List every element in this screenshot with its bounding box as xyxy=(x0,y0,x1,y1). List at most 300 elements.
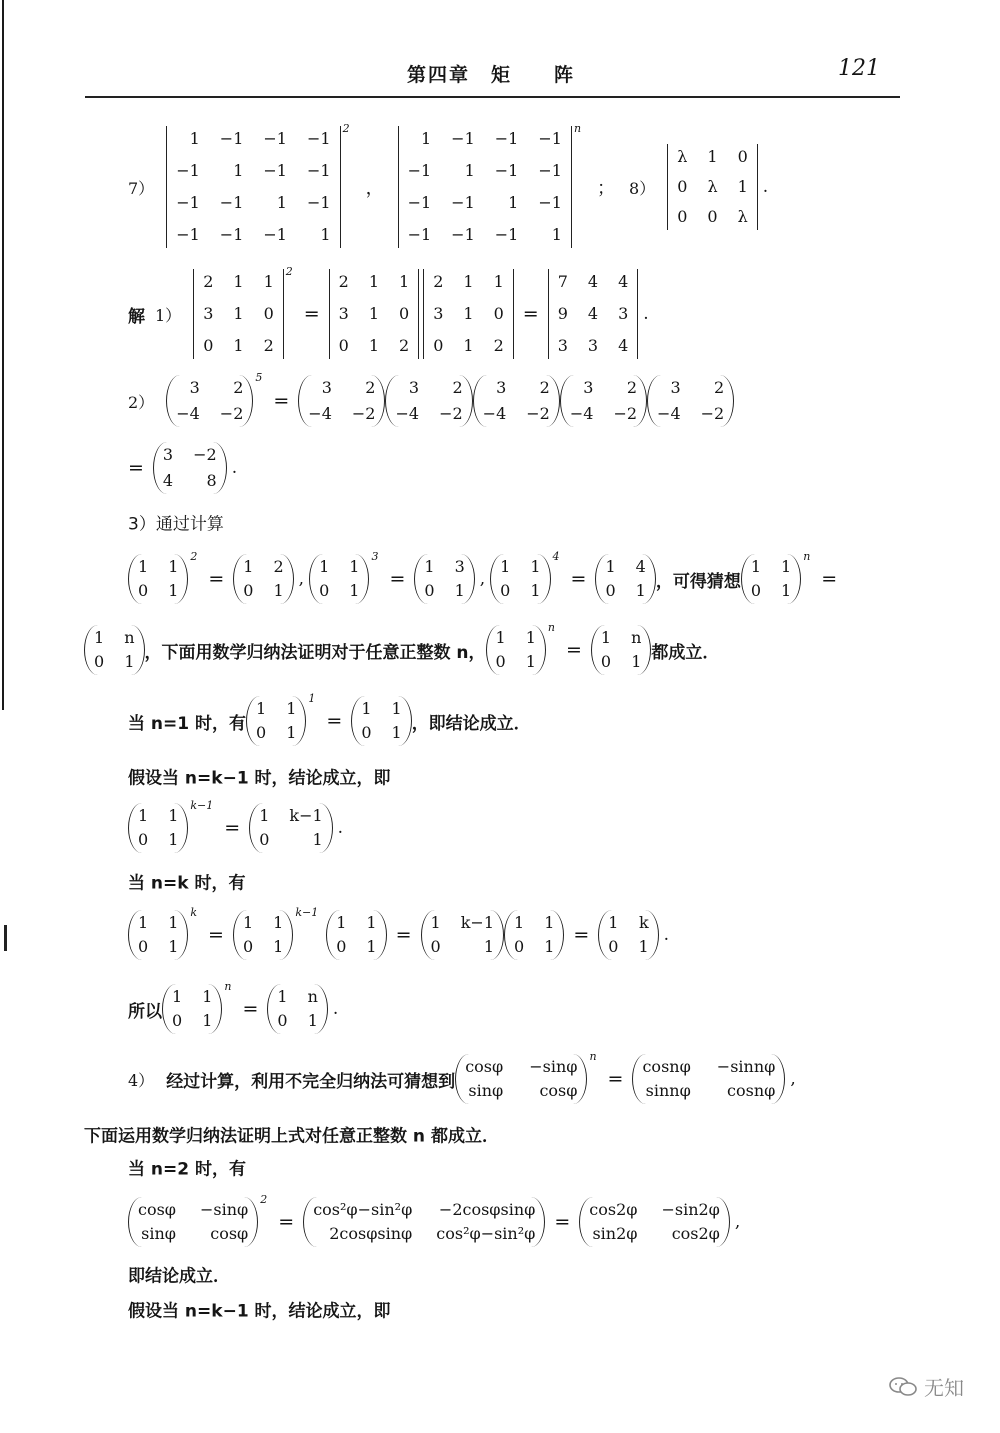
matrix-cell: 1 xyxy=(631,652,642,671)
matrix-cell: 4 xyxy=(635,557,646,576)
matrix-cell: 0 xyxy=(750,581,762,600)
matrix-cell: 1 xyxy=(259,806,270,825)
matrix xyxy=(128,1197,258,1247)
matrix-cell: 3 xyxy=(433,304,444,323)
matrix-cell: 1 xyxy=(94,628,105,647)
exponent: n xyxy=(224,980,232,993)
matrix-cell: 1 xyxy=(399,272,410,291)
matrix-cell: −1 xyxy=(407,161,432,180)
matrix-cell: 1 xyxy=(424,557,435,576)
matrix-cell: 4 xyxy=(618,336,629,355)
exponent: 2 xyxy=(260,1193,268,1206)
exponent: n xyxy=(547,621,555,634)
matrix-cell: 0 xyxy=(500,581,511,600)
matrix-cell: 1 xyxy=(605,557,616,576)
matrix-cell: 4 xyxy=(587,304,599,323)
matrix-cell: cos²φ−sin²φ xyxy=(436,1224,536,1243)
page-header xyxy=(85,52,900,98)
matrix-cell: 1 xyxy=(464,161,475,180)
matrix-cell: 1 xyxy=(368,336,380,355)
matrix xyxy=(153,442,227,494)
matrix-cell: −2cosφsinφ xyxy=(438,1200,536,1219)
scan-edge-line xyxy=(2,0,4,710)
matrix-cell: 1 xyxy=(273,913,284,932)
matrix-cell: 1 xyxy=(233,336,244,355)
matrix-cell: 1 xyxy=(368,304,380,323)
matrix-cell: 1 xyxy=(638,937,649,956)
matrix-cell: 1 xyxy=(138,806,149,825)
text: 下面运用数学归纳法证明上式对任意正整数 n 都成立． xyxy=(84,1126,499,1147)
matrix-cell: 3 xyxy=(670,378,681,397)
matrix-cell: λ xyxy=(737,207,748,226)
matrix-cell: cosnφ xyxy=(727,1081,776,1100)
text: ，即结论成立． xyxy=(411,713,531,734)
matrix-cell: k xyxy=(638,913,649,932)
exponent: 1 xyxy=(308,692,316,705)
matrix-cell: n xyxy=(307,987,318,1006)
matrix-cell: k−1 xyxy=(289,806,323,825)
matrix-cell: 1 xyxy=(319,557,330,576)
matrix-cell: 2 xyxy=(338,272,349,291)
matrix-cell: 1 xyxy=(277,987,288,1006)
matrix-cell: 4 xyxy=(618,272,629,291)
matrix-cell: 0 xyxy=(514,937,525,956)
matrix-cell: 0 xyxy=(361,723,372,742)
matrix xyxy=(329,269,420,359)
matrix-cell: 2 xyxy=(203,272,214,291)
matrix-cell: 1 xyxy=(233,272,244,291)
matrix-cell: 2 xyxy=(365,378,376,397)
matrix-cell: 1 xyxy=(544,937,555,956)
matrix xyxy=(591,625,652,675)
part-label: 2） xyxy=(128,392,155,412)
matrix-cell: −1 xyxy=(263,161,287,180)
matrix-cell: −1 xyxy=(538,129,562,148)
matrix xyxy=(421,910,504,960)
matrix-cell: n xyxy=(124,628,135,647)
matrix-cell: 1 xyxy=(391,723,402,742)
matrix-cell: 4 xyxy=(162,471,174,490)
matrix-cell: 1 xyxy=(391,699,402,718)
matrix-cell: −1 xyxy=(494,225,519,244)
matrix-cell: 1 xyxy=(366,937,377,956)
matrix-cell: 1 xyxy=(454,581,465,600)
matrix-cell: 0 xyxy=(319,581,330,600)
matrix-cell: −1 xyxy=(451,193,475,212)
matrix-cell: 0 xyxy=(203,336,214,355)
matrix-cell: 1 xyxy=(463,336,474,355)
matrix xyxy=(741,554,801,604)
matrix-cell: −2 xyxy=(351,404,376,423)
matrix-cell: 3 xyxy=(587,336,599,355)
matrix-cell: 1 xyxy=(495,628,506,647)
matrix xyxy=(473,375,560,427)
matrix xyxy=(233,910,293,960)
matrix-cell: sinφ xyxy=(141,1224,177,1243)
matrix-cell: −2 xyxy=(193,445,217,464)
matrix-cell: 1 xyxy=(530,557,541,576)
matrix xyxy=(560,375,647,427)
matrix xyxy=(326,910,386,960)
matrix-cell: 1 xyxy=(737,177,748,196)
matrix-cell: 0 xyxy=(493,304,504,323)
matrix-cell: λ xyxy=(677,147,688,166)
matrix-cell: 1 xyxy=(525,628,536,647)
matrix-cell: cosφ xyxy=(210,1224,249,1243)
matrix-cell: 3 xyxy=(321,378,332,397)
matrix xyxy=(166,375,253,427)
matrix-cell: 1 xyxy=(600,628,612,647)
exponent: 2 xyxy=(342,122,350,135)
text: 经过计算，利用不完全归纳法可猜想到 xyxy=(166,1071,456,1092)
matrix-cell: −1 xyxy=(219,193,244,212)
matrix xyxy=(351,696,411,746)
matrix-cell: −1 xyxy=(407,193,432,212)
matrix-cell: 2 xyxy=(626,378,638,397)
matrix-cell: 2cosφsinφ xyxy=(329,1224,413,1243)
matrix-cell: 9 xyxy=(557,304,568,323)
matrix-cell: 0 xyxy=(277,1011,288,1030)
text: ，下面用数学归纳法证明对于任意正整数 n， xyxy=(144,642,486,663)
matrix-cell: 1 xyxy=(368,272,380,291)
matrix-cell: 0 xyxy=(172,1011,183,1030)
matrix xyxy=(486,625,546,675)
matrix-cell: 1 xyxy=(336,913,347,932)
matrix-cell: −1 xyxy=(538,193,562,212)
comma: ， xyxy=(365,178,384,199)
matrix-cell: 3 xyxy=(454,557,465,576)
matrix-cell: 1 xyxy=(781,581,792,600)
matrix-cell: −1 xyxy=(451,129,475,148)
matrix-cell: 1 xyxy=(608,913,619,932)
matrix-cell: 1 xyxy=(707,147,718,166)
matrix-cell: −sinφ xyxy=(200,1200,249,1219)
matrix-cell: −1 xyxy=(538,161,562,180)
matrix xyxy=(667,144,758,230)
matrix-cell: 1 xyxy=(138,913,149,932)
matrix-cell: 1 xyxy=(483,937,494,956)
matrix xyxy=(128,554,188,604)
matrix-cell: 3 xyxy=(583,378,594,397)
matrix xyxy=(267,984,328,1034)
matrix-cell: cos2φ xyxy=(589,1200,638,1219)
matrix-cell: −1 xyxy=(306,161,331,180)
matrix-cell: −1 xyxy=(263,225,287,244)
matrix xyxy=(246,696,306,746)
matrix-cell: 0 xyxy=(605,581,616,600)
matrix-cell: 1 xyxy=(430,913,441,932)
matrix-cell: 1 xyxy=(168,557,179,576)
matrix-cell: 1 xyxy=(172,987,183,1006)
matrix-cell: 1 xyxy=(138,557,149,576)
matrix-cell: 1 xyxy=(242,913,254,932)
matrix-cell: 1 xyxy=(168,937,179,956)
matrix xyxy=(414,554,474,604)
matrix-cell: 1 xyxy=(273,581,284,600)
matrix-cell: −1 xyxy=(263,129,287,148)
matrix-cell: −2 xyxy=(526,404,550,423)
exponent: n xyxy=(589,1050,597,1063)
matrix-cell: 3 xyxy=(189,378,200,397)
matrix-cell: 1 xyxy=(361,699,372,718)
matrix-cell: 1 xyxy=(508,193,519,212)
matrix-cell: cosφ xyxy=(539,1081,578,1100)
matrix xyxy=(595,554,655,604)
part-label: 1） xyxy=(155,305,182,325)
part-label: 3）通过计算 xyxy=(128,514,224,535)
matrix-cell: −4 xyxy=(657,404,681,423)
wechat-icon xyxy=(888,1376,918,1398)
matrix-cell: −4 xyxy=(395,404,420,423)
matrix-cell: 0 xyxy=(243,581,254,600)
page-number: 121 xyxy=(838,56,880,81)
matrix-cell: 1 xyxy=(168,830,179,849)
matrix-cell: 1 xyxy=(286,699,297,718)
matrix-cell: −2 xyxy=(439,404,463,423)
matrix-cell: 1 xyxy=(500,557,511,576)
matrix xyxy=(233,554,293,604)
scan-mark xyxy=(4,925,7,951)
matrix-cell: 1 xyxy=(349,557,360,576)
exponent: 3 xyxy=(371,550,379,563)
matrix-cell: −2 xyxy=(219,404,244,423)
matrix xyxy=(298,375,385,427)
matrix-cell: 1 xyxy=(256,699,267,718)
matrix-cell: 1 xyxy=(243,557,254,576)
exponent: n xyxy=(573,122,582,135)
matrix-cell: k−1 xyxy=(460,913,494,932)
matrix-cell: 0 xyxy=(707,207,718,226)
matrix-cell: −1 xyxy=(494,129,519,148)
text: 当 n=k 时，有 xyxy=(128,873,246,894)
matrix-cell: 1 xyxy=(168,581,179,600)
matrix-cell: 3 xyxy=(618,304,629,323)
matrix-cell: cosφ xyxy=(138,1200,177,1219)
matrix-cell: 1 xyxy=(463,304,474,323)
matrix xyxy=(303,1197,545,1247)
chapter-title: 第四章 矩 阵 xyxy=(407,64,576,86)
matrix xyxy=(128,910,188,960)
matrix-cell: 0 xyxy=(495,652,506,671)
period: . xyxy=(762,177,769,197)
matrix-cell: 1 xyxy=(366,913,377,932)
matrix-cell: −4 xyxy=(482,404,507,423)
matrix-cell: 1 xyxy=(273,937,284,956)
exponent: 4 xyxy=(552,550,560,563)
matrix-cell: −2 xyxy=(613,404,638,423)
semicolon: ； xyxy=(597,178,616,199)
matrix-cell: −1 xyxy=(176,193,200,212)
matrix-cell: 0 xyxy=(256,723,267,742)
matrix-cell: 3 xyxy=(203,304,214,323)
matrix xyxy=(504,910,564,960)
exponent: k xyxy=(190,906,198,919)
matrix-cell: 1 xyxy=(307,1011,318,1030)
matrix xyxy=(647,375,734,427)
matrix-cell: cosφ xyxy=(465,1057,504,1076)
matrix-cell: 1 xyxy=(124,652,135,671)
matrix-cell: 1 xyxy=(233,304,244,323)
matrix xyxy=(423,269,514,359)
exponent: 2 xyxy=(190,550,198,563)
text: 当 n=2 时，有 xyxy=(128,1159,247,1180)
exponent: k−1 xyxy=(295,906,319,919)
matrix-cell: cosnφ xyxy=(642,1057,691,1076)
matrix-cell: cos2φ xyxy=(671,1224,720,1243)
matrix-cell: −1 xyxy=(306,129,331,148)
matrix-cell: 0 xyxy=(430,937,441,956)
text: 都成立． xyxy=(651,642,720,663)
matrix-cell: −4 xyxy=(308,404,332,423)
matrix xyxy=(162,984,222,1034)
matrix-cell: 0 xyxy=(242,937,254,956)
matrix-cell: 1 xyxy=(781,557,792,576)
matrix-cell: 0 xyxy=(677,207,688,226)
matrix-cell: −sinnφ xyxy=(716,1057,776,1076)
matrix-cell: 1 xyxy=(276,193,287,212)
matrix xyxy=(455,1054,587,1104)
matrix xyxy=(398,126,572,248)
matrix-cell: −1 xyxy=(407,225,432,244)
matrix-cell: sinφ xyxy=(468,1081,504,1100)
matrix-cell: 1 xyxy=(349,581,360,600)
matrix xyxy=(548,269,639,359)
matrix-cell: 1 xyxy=(233,161,244,180)
matrix-cell: 0 xyxy=(138,581,149,600)
matrix-cell: 0 xyxy=(338,336,349,355)
matrix-cell: 0 xyxy=(433,336,444,355)
matrix-cell: 2 xyxy=(273,557,284,576)
text: 假设当 n=k−1 时，结论成立，即 xyxy=(128,1301,391,1322)
matrix-cell: 1 xyxy=(168,806,179,825)
matrix-cell: 1 xyxy=(202,987,213,1006)
matrix-cell: 0 xyxy=(737,147,748,166)
matrix-cell: 1 xyxy=(530,581,541,600)
exponent: n xyxy=(803,550,811,563)
part-label: 4） xyxy=(128,1070,155,1090)
text: 假设当 n=k−1 时，结论成立，即 xyxy=(128,768,391,789)
matrix-cell: 2 xyxy=(714,378,725,397)
matrix-cell: 0 xyxy=(399,304,410,323)
matrix-cell: 3 xyxy=(338,304,349,323)
matrix-cell: 0 xyxy=(336,937,347,956)
matrix-cell: 1 xyxy=(189,129,200,148)
matrix-cell: 1 xyxy=(493,272,504,291)
matrix xyxy=(579,1197,730,1247)
matrix-cell: 1 xyxy=(463,272,474,291)
exponent: 5 xyxy=(255,371,263,384)
matrix-cell: 0 xyxy=(138,937,149,956)
matrix-cell: 8 xyxy=(206,471,217,490)
matrix-cell: 3 xyxy=(496,378,507,397)
matrix-cell: 0 xyxy=(94,652,105,671)
matrix-cell: 0 xyxy=(677,177,688,196)
matrix-cell: 1 xyxy=(320,225,331,244)
matrix-cell: 3 xyxy=(408,378,420,397)
matrix xyxy=(490,554,550,604)
matrix-cell: 1 xyxy=(202,1011,213,1030)
matrix-cell: −sinφ xyxy=(529,1057,578,1076)
problem-7-label: 7） xyxy=(128,178,155,198)
matrix-cell: 4 xyxy=(587,272,599,291)
matrix xyxy=(193,269,284,359)
solution-label: 解 xyxy=(128,306,145,327)
matrix xyxy=(309,554,369,604)
matrix-cell: −1 xyxy=(494,161,519,180)
matrix-cell: −4 xyxy=(176,404,200,423)
matrix-cell: 0 xyxy=(608,937,619,956)
matrix-cell: λ xyxy=(707,177,718,196)
matrix-cell: 1 xyxy=(544,913,555,932)
matrix-cell: −1 xyxy=(451,225,475,244)
matrix-cell: 0 xyxy=(138,830,149,849)
matrix xyxy=(128,803,188,853)
matrix-cell: 1 xyxy=(286,723,297,742)
matrix-cell: 0 xyxy=(259,830,270,849)
matrix-cell: −1 xyxy=(219,129,244,148)
matrix xyxy=(385,375,472,427)
matrix-cell: 1 xyxy=(420,129,432,148)
matrix-cell: −1 xyxy=(219,225,244,244)
matrix-cell: −sin2φ xyxy=(661,1200,720,1219)
matrix xyxy=(632,1054,785,1104)
text: ，可得猜想 xyxy=(655,571,741,592)
matrix-cell: 1 xyxy=(263,272,274,291)
matrix-cell: 3 xyxy=(557,336,568,355)
matrix-cell: 0 xyxy=(263,304,274,323)
matrix-cell: −1 xyxy=(176,225,200,244)
exponent: 2 xyxy=(285,265,293,278)
matrix-cell: 2 xyxy=(452,378,463,397)
matrix xyxy=(84,625,145,675)
text: 所以 xyxy=(128,1001,162,1022)
matrix-cell: cos²φ−sin²φ xyxy=(313,1200,413,1219)
matrix-cell: n xyxy=(631,628,642,647)
matrix-cell: 1 xyxy=(551,225,562,244)
matrix-cell: 2 xyxy=(493,336,504,355)
matrix-cell: sinnφ xyxy=(645,1081,691,1100)
matrix-cell: 3 xyxy=(162,445,174,464)
matrix xyxy=(249,803,332,853)
matrix-cell: −1 xyxy=(306,193,331,212)
matrix-cell: 7 xyxy=(557,272,568,291)
matrix-cell: 2 xyxy=(539,378,550,397)
matrix-cell: 1 xyxy=(750,557,762,576)
matrix-cell: 1 xyxy=(514,913,525,932)
matrix-cell: 0 xyxy=(600,652,612,671)
text: 即结论成立． xyxy=(128,1266,230,1287)
matrix-cell: 2 xyxy=(263,336,274,355)
problem-8-label: 8） xyxy=(629,178,656,198)
watermark-text: 无知 xyxy=(924,1376,964,1400)
matrix-cell: −4 xyxy=(569,404,594,423)
matrix-cell: −2 xyxy=(700,404,725,423)
matrix xyxy=(598,910,658,960)
matrix-cell: 1 xyxy=(168,913,179,932)
matrix-cell: 0 xyxy=(424,581,435,600)
matrix xyxy=(166,126,340,248)
matrix-cell: 1 xyxy=(525,652,536,671)
exponent: k−1 xyxy=(190,799,214,812)
matrix-cell: 1 xyxy=(635,581,646,600)
watermark xyxy=(888,1372,964,1401)
matrix-cell: 2 xyxy=(433,272,444,291)
matrix-cell: 2 xyxy=(399,336,410,355)
text: 当 n=1 时，有 xyxy=(128,713,247,734)
matrix-cell: 2 xyxy=(233,378,244,397)
matrix-cell: −1 xyxy=(176,161,200,180)
matrix-cell: sin2φ xyxy=(592,1224,638,1243)
